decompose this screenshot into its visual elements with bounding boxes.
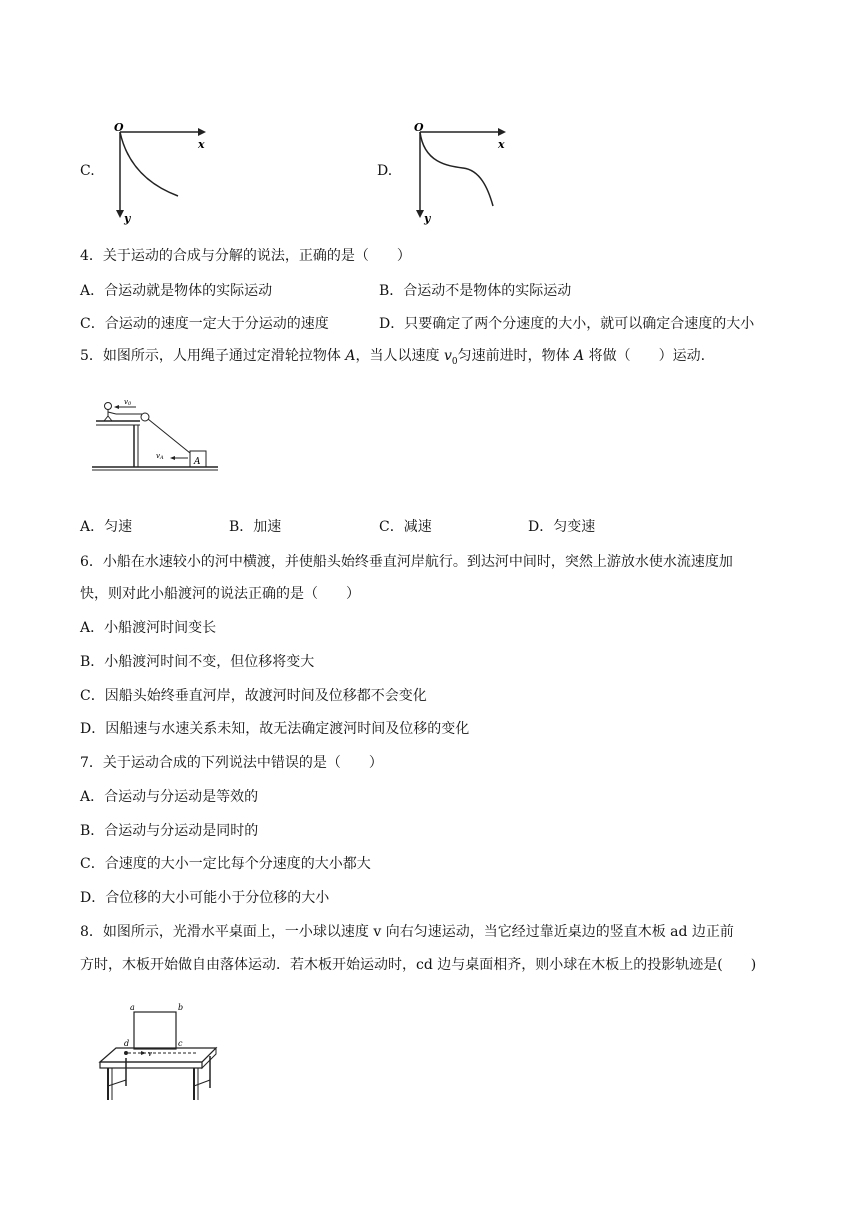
v0-label: v0: [124, 398, 132, 407]
corner-d-label: d: [124, 1039, 130, 1048]
corner-c-label: c: [178, 1039, 183, 1048]
q7-option-c: C．合速度的大小一定比每个分速度的大小都大: [80, 856, 371, 872]
x-axis-label: x: [498, 138, 505, 151]
q7-option-a: A．合运动与分运动是等效的: [80, 789, 259, 805]
q4-option-b: B．合运动不是物体的实际运动: [379, 283, 572, 299]
q5-pulley-figure: [90, 395, 230, 475]
option-c-label: C.: [80, 163, 95, 179]
q7-stem: 7．关于运动合成的下列说法中错误的是（ ）: [80, 755, 383, 771]
q5-stem: 5．如图所示，人用绳子通过定滑轮拉物体 A，当人以速度 $v_0$匀速前进时，物体 A 将做（ ）运动.: [80, 348, 706, 367]
q5-option-d: D．匀变速: [528, 519, 596, 535]
q6-option-c: C．因船头始终垂直河岸，故渡河时间及位移都不会变化: [80, 688, 427, 704]
q4-option-c: C．合运动的速度一定大于分运动的速度: [80, 316, 329, 332]
corner-a-label: a: [130, 1003, 135, 1012]
corner-b-label: b: [178, 1003, 184, 1012]
velocity-label: v: [148, 1050, 152, 1058]
q8-stem-line1: 8．如图所示，光滑水平桌面上，一小球以速度 v 向右匀速运动，当它经过靠近桌边的竖直木板 ad 边正前: [80, 924, 734, 940]
q5-option-b: B．加速: [229, 519, 282, 535]
q7-option-d: D．合位移的大小可能小于分位移的大小: [80, 890, 330, 906]
x-axis-label: x: [198, 138, 205, 151]
q5-option-c: C．减速: [379, 519, 432, 535]
q8-stem-line2: 方时，木板开始做自由落体运动．若木板开始运动时，cd 边与桌面相齐，则小球在木板上的投影轨迹是( ): [80, 957, 757, 973]
graph-d: [408, 118, 518, 226]
origin-label: O: [414, 121, 424, 134]
vA-label: vA: [156, 452, 164, 461]
q6-option-d: D．因船速与水速关系未知，故无法确定渡河时间及位移的变化: [80, 721, 470, 737]
q4-option-d: D．只要确定了两个分速度的大小，就可以确定合速度的大小: [379, 316, 755, 332]
q8-table-figure: [86, 1000, 226, 1104]
q6-option-b: B．小船渡河时间不变，但位移将变大: [80, 654, 315, 670]
y-axis-label: y: [424, 212, 431, 225]
option-d-label: D.: [377, 163, 393, 179]
y-axis-label: y: [124, 212, 131, 225]
graph-c: [108, 118, 218, 226]
q6-stem-line2: 快，则对此小船渡河的说法正确的是（ ）: [80, 586, 360, 602]
q4-stem: 4．关于运动的合成与分解的说法，正确的是（ ）: [80, 248, 411, 264]
q6-option-a: A．小船渡河时间变长: [80, 620, 217, 636]
q7-option-b: B．合运动与分运动是同时的: [80, 823, 259, 839]
block-a-label: A: [194, 457, 201, 467]
q6-stem-line1: 6．小船在水速较小的河中横渡，并使船头始终垂直河岸航行。到达河中间时，突然上游放水使水流速度加: [80, 554, 733, 570]
origin-label: O: [114, 121, 124, 134]
q4-option-a: A．合运动就是物体的实际运动: [80, 283, 273, 299]
q5-option-a: A．匀速: [80, 519, 133, 535]
